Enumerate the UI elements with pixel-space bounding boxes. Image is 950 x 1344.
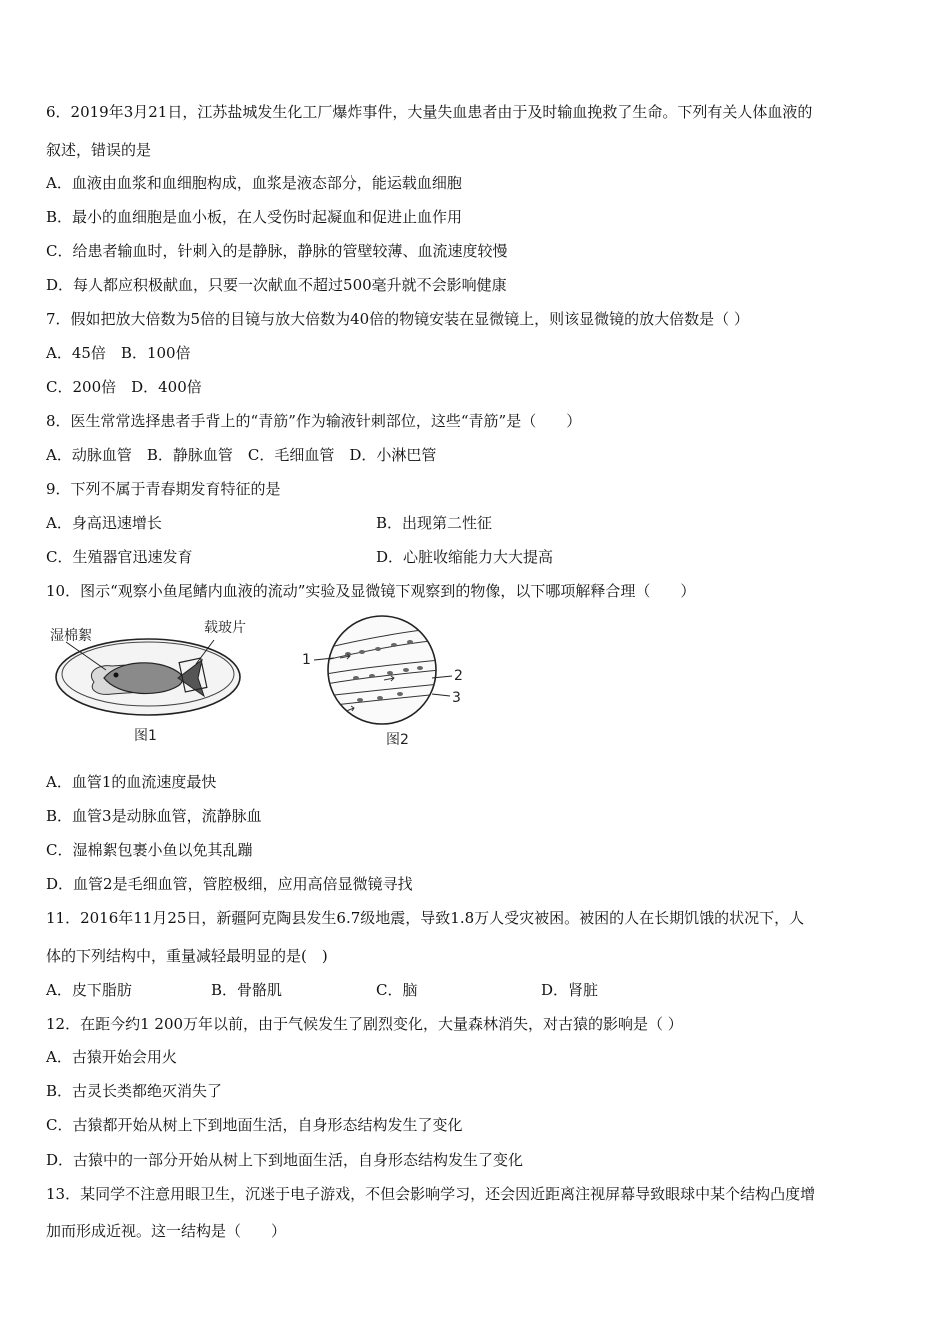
q10-figure-1 [46, 612, 246, 752]
fig1-label-cotton: 湿棉絮 [50, 628, 92, 644]
fig1-label-slide: 载玻片 [204, 620, 246, 636]
fig2-caption: 图2 [386, 732, 409, 748]
fig2-label-1: 1 [302, 652, 311, 668]
fig1-caption: 图1 [134, 728, 157, 744]
q13-stem-line2: 加而形成近视。这一结构是（ ） [46, 1222, 287, 1240]
q10-stem: 10．图示“观察小鱼尾鳍内血液的流动”实验及显微镜下观察到的物像，以下哪项解释合理（ ） [46, 582, 696, 600]
q11-option-c: C．脑 [376, 981, 418, 999]
q6-option-d: D．每人都应积极献血，只要一次献血不超过500毫升就不会影响健康 [46, 276, 507, 294]
q10-option-c: C．湿棉絮包裹小鱼以免其乱蹦 [46, 841, 253, 859]
q9-stem: 9．下列不属于青春期发育特征的是 [46, 480, 281, 498]
fig2-label-3: 3 [452, 690, 461, 706]
q9-option-d: D．心脏收缩能力大大提高 [376, 548, 554, 566]
q12-option-a: A．古猿开始会用火 [46, 1048, 177, 1066]
q10-option-b: B．血管3是动脉血管，流静脉血 [46, 807, 262, 825]
q9-option-a: A．身高迅速增长 [46, 514, 162, 532]
q6-stem-line1: 6．2019年3月21日，江苏盐城发生化工厂爆炸事件，大量失血患者由于及时输血挽救了生命。下列有关人体血液的 [46, 103, 813, 121]
q12-option-c: C．古猿都开始从树上下到地面生活，自身形态结构发生了变化 [46, 1116, 463, 1134]
q8-stem: 8．医生常常选择患者手背上的“青筋”作为输液针刺部位，这些“青筋”是（ ） [46, 412, 582, 430]
q11-option-d: D．肾脏 [541, 981, 599, 999]
q12-option-d: D．古猿中的一部分开始从树上下到地面生活，自身形态结构发生了变化 [46, 1151, 524, 1169]
q12-option-b: B．古灵长类都绝灭消失了 [46, 1082, 223, 1100]
q11-stem-line2: 体的下列结构中，重量减轻最明显的是( ) [46, 947, 328, 965]
q10-option-a: A．血管1的血流速度最快 [46, 773, 217, 791]
q7-options-ab: A．45倍 B．100倍 [46, 344, 191, 362]
q11-stem-line1: 11．2016年11月25日，新疆阿克陶县发生6.7级地震，导致1.8万人受灾被困。被困的人在长期饥饿的状况下，人 [46, 909, 805, 927]
q6-option-c: C．给患者输血时，针刺入的是静脉，静脉的管壁较薄、血流速度较慢 [46, 242, 508, 260]
q7-options-cd: C．200倍 D．400倍 [46, 378, 202, 396]
q6-stem-line2: 叙述，错误的是 [46, 141, 152, 159]
q7-stem: 7．假如把放大倍数为5倍的目镜与放大倍数为40倍的物镜安装在显微镜上，则该显微镜的放大倍数是（ ） [46, 310, 749, 328]
q6-option-b: B．最小的血细胞是血小板，在人受伤时起凝血和促进止血作用 [46, 208, 463, 226]
q9-option-c: C．生殖器官迅速发育 [46, 548, 193, 566]
q11-option-a: A．皮下脂肪 [46, 981, 132, 999]
q13-stem-line1: 13．某同学不注意用眼卫生，沉迷于电子游戏，不但会影响学习，还会因近距离注视屏幕导致眼球中某个结构凸度增 [46, 1185, 816, 1203]
q6-option-a: A．血液由血浆和血细胞构成，血浆是液态部分，能运载血细胞 [46, 174, 462, 192]
q11-option-b: B．骨骼肌 [211, 981, 283, 999]
q10-option-d: D．血管2是毛细血管，管腔极细，应用高倍显微镜寻找 [46, 875, 413, 893]
q9-option-b: B．出现第二性征 [376, 514, 493, 532]
q8-options: A．动脉血管 B．静脉血管 C．毛细血管 D．小淋巴管 [46, 446, 437, 464]
fig2-label-2: 2 [454, 668, 463, 684]
q10-figure-2 [300, 612, 480, 752]
q12-stem: 12．在距今约1 200万年以前，由于气候发生了剧烈变化，大量森林消失，对古猿的影响是（ ） [46, 1015, 683, 1033]
